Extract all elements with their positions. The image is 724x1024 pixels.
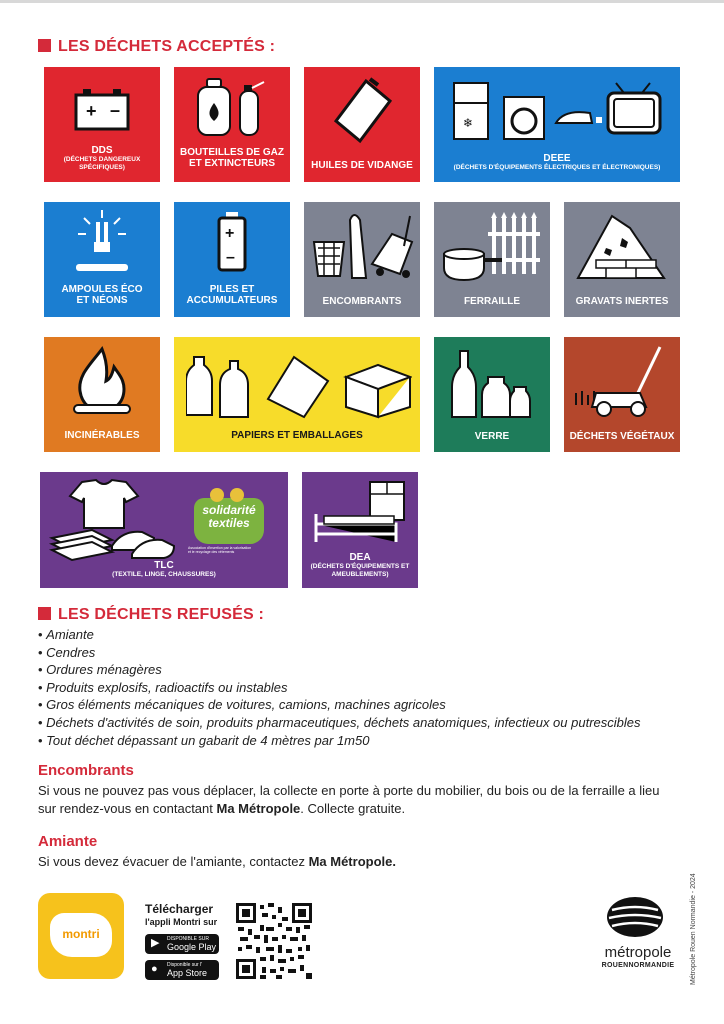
tile-huiles xyxy=(304,67,420,182)
tile-label: TLC xyxy=(154,560,174,571)
list-item: • Amiante xyxy=(38,626,641,644)
metropole-logo-icon xyxy=(606,896,664,938)
tile-label: PILES ET ACCUMULATEURS xyxy=(186,284,278,306)
list-item: • Tout déchet dépassant un gabarit de 4 mètres par 1m50 xyxy=(38,732,641,750)
apple-icon: ● xyxy=(151,963,158,975)
list-item: • Déchets d'activités de soin, produits pharmaceutiques, déchets anatomiques, infectieux ou putrescibles xyxy=(38,714,641,732)
battery-cell-icon xyxy=(216,210,248,272)
credit-text: Métropole Rouen Normandie - 2024 xyxy=(690,873,697,985)
amiante-text xyxy=(38,853,678,871)
accepted-heading xyxy=(38,38,275,56)
tile-label: DDS xyxy=(91,145,113,156)
tile-encombrants xyxy=(304,202,420,317)
refused-list xyxy=(38,626,641,749)
tile-sublabel: (DÉCHETS DANGEREUX SPÉCIFIQUES) xyxy=(63,156,141,171)
accepted-heading-text: LES DÉCHETS ACCEPTÉS : xyxy=(58,38,276,55)
badge-knot-left xyxy=(210,488,224,502)
ma-metropole-link[interactable]: Ma Métropole. xyxy=(308,854,396,869)
tile-ampoules xyxy=(44,202,160,317)
battery-icon xyxy=(74,87,130,131)
svg-text:❄: ❄ xyxy=(463,116,474,130)
google-play-small: DISPONIBLE SUR xyxy=(167,936,209,942)
oil-can-icon xyxy=(332,75,394,145)
svg-text:+: + xyxy=(86,101,97,121)
play-icon: ▶ xyxy=(151,937,160,949)
list-item: • Gros éléments mécaniques de voitures, camions, machines agricoles xyxy=(38,696,641,714)
tile-sublabel: (TEXTILE, LINGE, CHAUSSURES) xyxy=(112,571,216,578)
scrap-metal-icon xyxy=(440,210,544,282)
packaging-icon xyxy=(186,347,412,419)
tile-label: AMPOULES ÉCO ET NÉONS xyxy=(61,284,143,306)
heading-square-icon xyxy=(38,39,51,52)
tile-label: VERRE xyxy=(474,431,510,442)
google-play-label: Google Play xyxy=(167,942,217,952)
brand-name: métropole xyxy=(604,944,672,961)
gas-bottle-extinguisher-icon xyxy=(194,75,270,137)
lawnmower-icon xyxy=(574,343,670,419)
badge-text: solidarité textiles xyxy=(202,503,256,530)
tile-label: DEA xyxy=(349,552,371,563)
flame-icon xyxy=(70,345,134,417)
tile-label: DEEE xyxy=(543,153,571,164)
top-border xyxy=(0,0,724,3)
svg-text:–: – xyxy=(110,100,121,120)
svg-text:+: + xyxy=(225,225,235,242)
tile-label: HUILES DE VIDANGE xyxy=(311,160,413,171)
montri-app-icon[interactable] xyxy=(38,893,124,979)
encombrants-body: Si vous ne pouvez pas vous déplacer, la collecte en porte à porte du mobilier, du bois ou de la ferraille a lieu sur rendez-vous en contactant xyxy=(38,783,660,816)
tile-dds xyxy=(44,67,160,182)
download-title: Télécharger xyxy=(145,902,214,916)
tile-ferraille xyxy=(434,202,550,317)
tile-dea xyxy=(302,472,418,588)
appliances-icon xyxy=(452,79,664,141)
app-store-label: App Store xyxy=(167,968,208,978)
glass-bottles-icon xyxy=(450,347,534,419)
app-store-button[interactable] xyxy=(145,960,219,980)
download-subtitle: l'appli Montri sur xyxy=(145,917,218,927)
tile-label: BOUTEILLES DE GAZ ET EXTINCTEURS xyxy=(180,147,284,169)
encombrants-body-end: . Collecte gratuite. xyxy=(300,801,406,816)
svg-text:–: – xyxy=(226,249,235,266)
tile-label: ENCOMBRANTS xyxy=(322,296,402,307)
badge-knot-right xyxy=(230,488,244,502)
tile-label: GRAVATS INERTES xyxy=(575,296,669,307)
solidarite-textiles-badge xyxy=(188,488,282,556)
tile-label: PAPIERS ET EMBALLAGES xyxy=(231,430,363,441)
brand-subtitle: ROUENNORMANDIE xyxy=(601,962,675,969)
textiles-icon xyxy=(48,476,178,564)
refused-heading xyxy=(38,606,264,624)
tile-sublabel: (DÉCHETS D'ÉQUIPEMENTS ÉLECTRIQUES ET ÉLECTRONIQUES) xyxy=(453,164,661,171)
list-item: • Produits explosifs, radioactifs ou instables xyxy=(38,679,641,697)
heading-square-icon xyxy=(38,607,51,620)
amiante-title: Amiante xyxy=(38,833,98,850)
tile-piles xyxy=(174,202,290,317)
qr-code[interactable] xyxy=(236,903,312,979)
amiante-body: Si vous devez évacuer de l'amiante, contactez xyxy=(38,854,309,869)
app-store-small: Disponible sur l' xyxy=(167,962,203,968)
tile-sublabel: (DÉCHETS D'ÉQUIPEMENTS ET AMEUBLEMENTS) xyxy=(310,563,410,578)
tile-deee xyxy=(434,67,680,182)
encombrants-text xyxy=(38,782,678,818)
tile-tlc xyxy=(40,472,288,588)
tile-papiers xyxy=(174,337,420,452)
ma-metropole-link[interactable]: Ma Métropole xyxy=(216,801,301,816)
bulky-items-icon xyxy=(310,206,416,280)
tile-gaz xyxy=(174,67,290,182)
badge-subtext: Association d'insertion par la valorisation et le recyclage des vêtements xyxy=(188,546,252,554)
list-item: • Cendres xyxy=(38,644,641,662)
bulb-icon xyxy=(72,208,132,274)
furniture-icon xyxy=(314,480,408,546)
list-item: • Ordures ménagères xyxy=(38,661,641,679)
refused-heading-text: LES DÉCHETS REFUSÉS : xyxy=(58,606,265,623)
tile-incinerables xyxy=(44,337,160,452)
tile-gravats xyxy=(564,202,680,317)
rubble-icon xyxy=(576,208,668,280)
tile-label: FERRAILLE xyxy=(463,296,521,307)
tile-verre xyxy=(434,337,550,452)
tile-label: INCINÉRABLES xyxy=(64,430,140,441)
google-play-button[interactable] xyxy=(145,934,219,954)
tile-vegetaux xyxy=(564,337,680,452)
montri-logo-text: montri xyxy=(62,927,100,941)
tile-label: DÉCHETS VÉGÉTAUX xyxy=(569,431,675,442)
encombrants-title: Encombrants xyxy=(38,762,134,779)
